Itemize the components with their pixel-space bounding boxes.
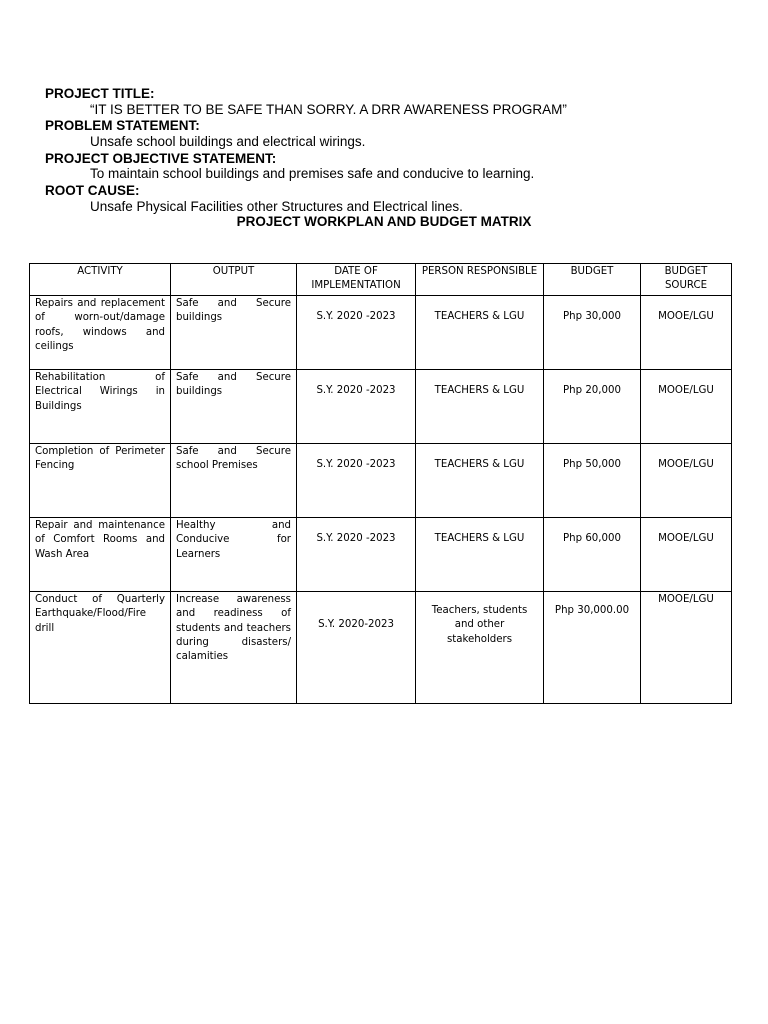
cell-output: Safe and Secure buildings <box>171 369 297 443</box>
cell-activity: Conduct of Quarterly Earthquake/Flood/Fire drill <box>30 591 171 703</box>
cell-person: TEACHERS & LGU <box>416 517 544 591</box>
cell-activity: Repair and maintenance of Comfort Rooms and Wash Area <box>30 517 171 591</box>
cell-output: Increase awareness and readiness of students and teachers during disasters/ calamities <box>171 591 297 703</box>
header-budget: BUDGET <box>544 264 641 296</box>
project-title-label: PROJECT TITLE: <box>45 86 155 101</box>
cell-source: MOOE/LGU <box>641 517 732 591</box>
root-cause-label: ROOT CAUSE: <box>45 183 140 198</box>
cell-date: S.Y. 2020-2023 <box>297 591 416 703</box>
table-row <box>30 517 732 591</box>
cell-activity: Rehabilitation of Electrical Wirings in Buildings <box>30 369 171 443</box>
cell-output: Safe and Secure school Premises <box>171 443 297 517</box>
cell-source: MOOE/LGU <box>641 443 732 517</box>
header-date: DATE OF IMPLEMENTATION <box>297 264 416 296</box>
cell-date: S.Y. 2020 -2023 <box>297 295 416 369</box>
cell-date: S.Y. 2020 -2023 <box>297 369 416 443</box>
cell-date: S.Y. 2020 -2023 <box>297 443 416 517</box>
header-person: PERSON RESPONSIBLE <box>416 264 544 296</box>
workplan-budget-table <box>29 263 732 704</box>
root-cause-text: Unsafe Physical Facilities other Structures and Electrical lines. <box>90 199 463 214</box>
cell-budget: Php 20,000 <box>544 369 641 443</box>
objective-statement-text: To maintain school buildings and premises safe and conducive to learning. <box>90 166 535 181</box>
table-header-row <box>30 264 732 296</box>
cell-budget: Php 30,000 <box>544 295 641 369</box>
table-row <box>30 369 732 443</box>
header-activity: ACTIVITY <box>30 264 171 296</box>
table-row <box>30 443 732 517</box>
problem-statement-text: Unsafe school buildings and electrical wirings. <box>90 134 366 149</box>
table-row <box>30 591 732 703</box>
cell-date: S.Y. 2020 -2023 <box>297 517 416 591</box>
table-row <box>30 295 732 369</box>
cell-activity: Completion of Perimeter Fencing <box>30 443 171 517</box>
project-title-text: “IT IS BETTER TO BE SAFE THAN SORRY. A DRR AWARENESS PROGRAM” <box>90 102 567 117</box>
header-budget-source: BUDGET SOURCE <box>641 264 732 296</box>
cell-budget: Php 50,000 <box>544 443 641 517</box>
cell-budget: Php 30,000.00 <box>544 591 641 703</box>
cell-person: TEACHERS & LGU <box>416 295 544 369</box>
cell-budget: Php 60,000 <box>544 517 641 591</box>
objective-statement-label: PROJECT OBJECTIVE STATEMENT: <box>45 151 277 166</box>
problem-statement-label: PROBLEM STATEMENT: <box>45 118 200 133</box>
cell-source: MOOE/LGU <box>641 369 732 443</box>
matrix-title: PROJECT WORKPLAN AND BUDGET MATRIX <box>236 214 532 229</box>
cell-person: TEACHERS & LGU <box>416 369 544 443</box>
cell-activity: Repairs and replacement of worn-out/damage roofs, windows and ceilings <box>30 295 171 369</box>
cell-output: Healthy and Conducive for Learners <box>171 517 297 591</box>
cell-output: Safe and Secure buildings <box>171 295 297 369</box>
cell-person: Teachers, students and other stakeholders <box>416 591 544 703</box>
cell-person: TEACHERS & LGU <box>416 443 544 517</box>
cell-source: MOOE/LGU <box>641 295 732 369</box>
header-output: OUTPUT <box>171 264 297 296</box>
cell-source: MOOE/LGU <box>641 591 732 703</box>
